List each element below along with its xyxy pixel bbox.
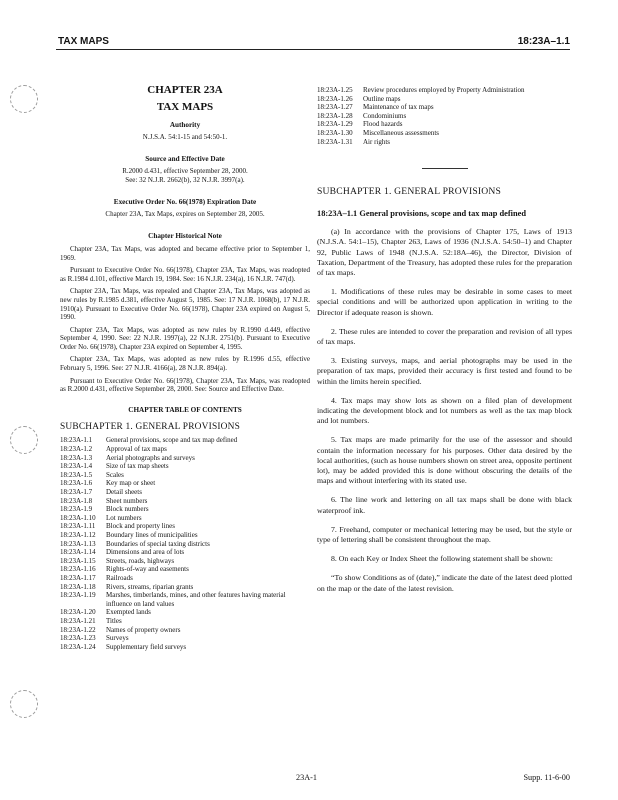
source-heading: Source and Effective Date: [145, 155, 225, 164]
source-line: R.2000 d.431, effective September 28, 2000.: [122, 166, 248, 175]
toc-entry-number: 18:23A-1.13: [60, 539, 96, 548]
toc-entry: [60, 626, 310, 635]
toc-entry: [60, 454, 310, 463]
exec-order-heading: Executive Order No. 66(1978) Expiration Date: [113, 198, 257, 207]
toc-entry: [60, 505, 310, 514]
toc-entry-number: 18:23A-1.31: [317, 137, 353, 146]
exec-order-text: Chapter 23A, Tax Maps, expires on September 28, 2005.: [105, 209, 265, 218]
toc-entry-title: Names of property owners: [106, 625, 181, 634]
toc-list-right: [317, 86, 572, 146]
section-body: [317, 227, 572, 594]
toc-entry-number: 18:23A-1.30: [317, 128, 353, 137]
toc-entry-number: 18:23A-1.3: [60, 453, 93, 462]
history-paragraph: Chapter 23A, Tax Maps, was adopted and became effective prior to September 1, 1969.: [60, 244, 310, 262]
toc-entry-title: Boundary lines of municipalities: [106, 530, 198, 539]
toc-entry-title: General provisions, scope and tax map defined: [106, 436, 238, 445]
running-header-left: TAX MAPS: [58, 36, 109, 47]
toc-entry: [60, 462, 310, 471]
toc-entry-title: Approval of tax maps: [106, 445, 167, 454]
toc-entry-title: Outline maps: [363, 94, 401, 103]
toc-entry-title: Air rights: [363, 137, 391, 146]
toc-entry-title: Railroads: [106, 573, 133, 582]
toc-entry: [317, 95, 572, 104]
toc-entry-number: 18:23A-1.21: [60, 616, 96, 625]
toc-entry-number: 18:23A-1.9: [60, 505, 93, 514]
right-column: [317, 86, 572, 603]
toc-entry: [60, 548, 310, 557]
toc-entry: [60, 565, 310, 574]
toc-entry-number: 18:23A-1.26: [317, 94, 353, 103]
toc-entry-number: 18:23A-1.2: [60, 445, 93, 454]
body-paragraph: 6. The line work and lettering on all tax maps shall be done with black waterproof ink.: [317, 495, 572, 515]
running-header-right: 18:23A–1.1: [517, 36, 570, 47]
toc-entry: [317, 112, 572, 121]
section-heading: 18:23A–1.1 General provisions, scope and tax map defined: [317, 209, 526, 219]
history-paragraph: Chapter 23A, Tax Maps, was adopted as new rules by R.1990 d.449, effective September 4, 1990. See: 22 N.J.R. 1997(a), 22 N.J.R. 2751(b). Pursuant to Executive Order No. 66(1978), Chapter 23A expired on September 4, 1995.: [60, 325, 310, 351]
toc-entry-number: 18:23A-1.29: [317, 120, 353, 129]
history-heading: Chapter Historical Note: [148, 232, 222, 241]
toc-entry-number: 18:23A-1.1: [60, 436, 93, 445]
history-paragraph: Chapter 23A, Tax Maps, was adopted as new rules by R.1996 d.55, effective February 5, 1996. See: 27 N.J.R. 4166(a), 28 N.J.R. 894(a).: [60, 355, 310, 373]
toc-entry-title: Exempted lands: [106, 608, 151, 617]
toc-entry-title: Surveys: [106, 634, 129, 643]
toc-subchapter: SUBCHAPTER 1. GENERAL PROVISIONS: [60, 422, 241, 433]
history-paragraph: Pursuant to Executive Order No. 66(1978), Chapter 23A, Tax Maps, was readopted as R.1984 d.101, effective March 19, 1984. See: 16 N.J.R. 234(a), 16 N.J.R. 747(d).: [60, 266, 310, 283]
chapter-title: TAX MAPS: [156, 100, 214, 113]
body-paragraph: (a) In accordance with the provisions of Chapter 175, Laws of 1913 (N.J.S.A. 54:1–15), Chapter 263, Laws of 1936 (N.J.S.A. 54:50–1) and Chapter 92, Public Laws of 1948 (N.J.S.A. 52:18A–46), the Director, Division of Taxation, Department of the Treasury, has adopted these rules for the preparation of tax maps.: [317, 227, 572, 277]
toc-entry: [317, 103, 572, 112]
toc-entry-title: Key map or sheet: [106, 479, 156, 488]
toc-entry-title: Review procedures employed by Property Administration: [363, 86, 525, 94]
toc-entry-title: Boundaries of special taxing districts: [106, 539, 210, 548]
authority-text: N.J.S.A. 54:1-15 and 54:50-1.: [142, 132, 228, 141]
toc-entry-title: Lot numbers: [106, 513, 142, 522]
toc-entry-number: 18:23A-1.5: [60, 470, 93, 479]
toc-entry-number: 18:23A-1.19: [60, 591, 96, 600]
toc-entry-number: 18:23A-1.12: [60, 530, 96, 539]
toc-entry-title: Maintenance of tax maps: [363, 103, 434, 112]
left-column: [60, 86, 310, 651]
body-paragraph: 3. Existing surveys, maps, and aerial photographs may be used in the preparation of tax maps, provided their accuracy is first tested and found to be within the limits herein specified.: [317, 356, 572, 386]
toc-entry-title: Scales: [106, 470, 124, 479]
toc-entry: [60, 591, 310, 608]
toc-list-left: [60, 436, 310, 651]
body-paragraph: 7. Freehand, computer or mechanical lettering may be used, but the style or type of lettering shall be consistent throughout the map.: [317, 524, 572, 545]
body-paragraph: 5. Tax maps are made primarily for the use of the assessor and should contain the information necessary for his purposes. Other data desired by the local authorities, (such as house numbers shown on street area, opposite pertinent lot), may be added provided this is done without obscuring the details of the maps and without interfering with its stated use.: [317, 435, 572, 486]
section-divider: [422, 168, 468, 169]
history-paragraph: Pursuant to Executive Order No. 66(1978), Chapter 23A, Tax Maps, was readopted as R.2000 d.431, effective September 28, 2000. See: Source and Effective Date.: [60, 376, 310, 394]
toc-entry-number: 18:23A-1.7: [60, 488, 93, 496]
toc-entry-title: Streets, roads, highways: [106, 556, 175, 565]
toc-entry-number: 18:23A-1.10: [60, 513, 96, 522]
toc-entry-title: Supplementary field surveys: [106, 642, 187, 651]
toc-entry-number: 18:23A-1.6: [60, 479, 93, 488]
toc-entry-number: 18:23A-1.14: [60, 548, 96, 557]
toc-entry-number: 18:23A-1.4: [60, 462, 93, 471]
toc-entry-number: 18:23A-1.11: [60, 522, 96, 531]
toc-entry: [60, 557, 310, 566]
toc-entry-number: 18:23A-1.15: [60, 556, 96, 565]
history-paragraph: Chapter 23A, Tax Maps, was repealed and Chapter 23A, Tax Maps, was adopted as new rules by R.1985 d.381, effective August 5, 1985. See: 17 N.J.R. 1068(b), 17 N.J.R. 1910(a). Pursuant to Executive Order No. 66(1978), Chapter 23A expired on August 5, 1990.: [60, 287, 310, 322]
body-paragraph: 4. Tax maps may show lots as shown on a filed plan of development indicating the development block and lot numbers as well as the tax map block and lot numbers.: [317, 395, 572, 426]
toc-entry: [60, 497, 310, 506]
toc-entry-title: Condominiums: [363, 111, 407, 120]
chapter-label: CHAPTER 23A: [147, 84, 223, 96]
toc-entry-number: 18:23A-1.24: [60, 642, 96, 651]
toc-entry-number: 18:23A-1.17: [60, 573, 96, 582]
toc-entry: [60, 540, 310, 549]
toc-entry-number: 18:23A-1.25: [317, 86, 353, 94]
toc-entry-title: Block and property lines: [106, 522, 176, 531]
toc-entry: [60, 617, 310, 626]
toc-entry: [60, 583, 310, 592]
toc-entry-number: 18:23A-1.16: [60, 565, 96, 574]
toc-entry-title: Rights-of-way and easements: [106, 565, 189, 574]
toc-entry: [60, 514, 310, 523]
toc-entry: [317, 86, 572, 95]
subchapter-heading: SUBCHAPTER 1. GENERAL PROVISIONS: [317, 186, 502, 198]
toc-entry-number: 18:23A-1.23: [60, 634, 96, 643]
binder-hole: [10, 426, 38, 454]
toc-entry: [317, 138, 572, 147]
toc-entry-number: 18:23A-1.18: [60, 582, 96, 591]
toc-entry-title: Detail sheets: [106, 488, 142, 496]
toc-entry-number: 18:23A-1.8: [60, 496, 93, 505]
toc-entry-number: 18:23A-1.27: [317, 103, 353, 112]
toc-entry: [60, 634, 310, 643]
body-paragraph: 2. These rules are intended to cover the preparation and revision of all types of tax maps.: [317, 326, 572, 346]
binder-hole: [10, 85, 38, 113]
toc-entry-title: Size of tax map sheets: [106, 462, 169, 471]
toc-entry: [60, 574, 310, 583]
toc-entry-title: Sheet numbers: [106, 496, 148, 505]
supplement-date: Supp. 11-6-00: [523, 773, 570, 782]
toc-entry-title: Dimensions and area of lots: [106, 548, 185, 557]
page-number: 23A-1: [296, 773, 317, 782]
toc-entry-title: Aerial photographs and surveys: [106, 453, 195, 462]
body-paragraph: 8. On each Key or Index Sheet the following statement shall be shown:: [331, 554, 553, 564]
toc-entry-title: Miscellaneous assessments: [363, 128, 440, 137]
toc-entry-title: Marshes, timberlands, mines, and other features having material influence on land values: [106, 591, 286, 608]
header-rule: [56, 49, 570, 50]
toc-heading: CHAPTER TABLE OF CONTENTS: [128, 405, 242, 414]
toc-entry: [60, 488, 310, 497]
binder-hole: [10, 690, 38, 718]
toc-entry: [60, 445, 310, 454]
toc-entry-number: 18:23A-1.22: [60, 625, 96, 634]
toc-entry: [60, 522, 310, 531]
authority-heading: Authority: [169, 121, 201, 130]
toc-entry-number: 18:23A-1.20: [60, 608, 96, 617]
toc-entry: [60, 531, 310, 540]
source-line: See: 32 N.J.R. 2662(b), 32 N.J.R. 3997(a).: [125, 175, 245, 184]
toc-entry-title: Titles: [106, 616, 122, 625]
body-paragraph: 1. Modifications of these rules may be desirable in some cases to meet special conditions and will be authorized upon application in writing to the Director if adequate reason is shown.: [317, 287, 572, 317]
toc-entry: [317, 129, 572, 138]
body-paragraph: “To show Conditions as of (date),” indicate the date of the latest deed plotted on the map or the date of the latest revision.: [317, 573, 572, 593]
toc-entry: [60, 436, 310, 445]
toc-entry: [60, 608, 310, 617]
toc-entry-title: Block numbers: [106, 505, 149, 514]
toc-entry: [317, 120, 572, 129]
toc-entry-title: Rivers, streams, riparian grants: [106, 582, 194, 591]
toc-entry: [60, 479, 310, 488]
toc-entry-number: 18:23A-1.28: [317, 111, 353, 120]
toc-entry: [60, 643, 310, 652]
toc-entry-title: Flood hazards: [363, 120, 403, 129]
toc-entry: [60, 471, 310, 480]
